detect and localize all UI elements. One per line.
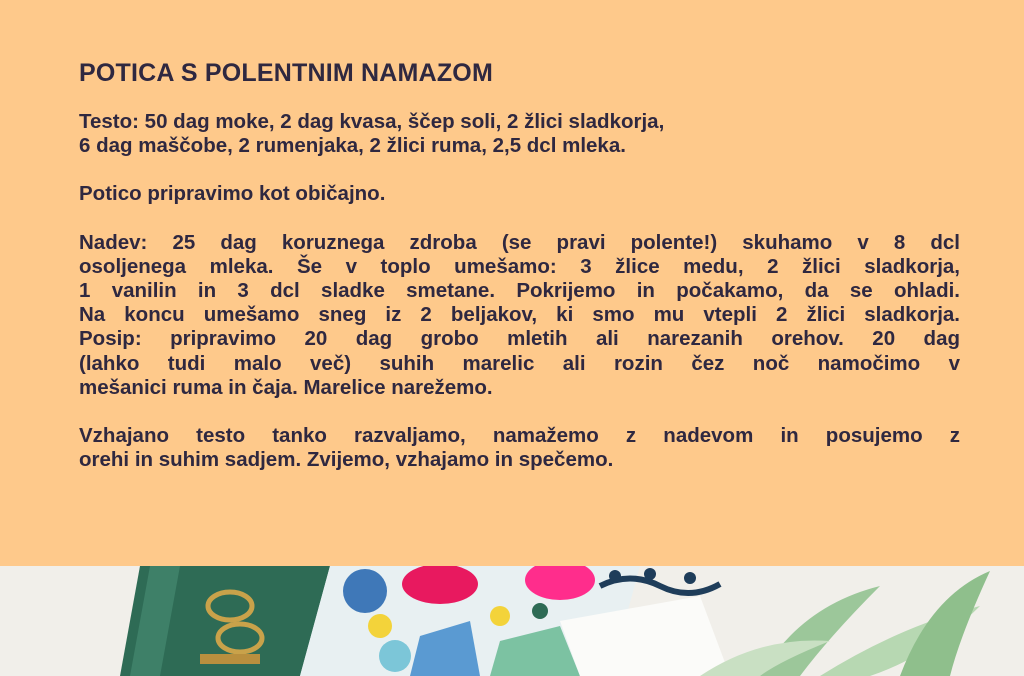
text-line: 1 vanilin in 3 dcl sladke smetane. Pokrijemo in počakamo, da se ohladi. [79,279,960,303]
text-line: 6 dag maščobe, 2 rumenjaka, 2 žlici ruma, 2,5 dcl mleka. [79,134,626,158]
text-line: Na koncu umešamo sneg iz 2 beljakov, ki smo mu vtepli 2 žlici sladkorja. [79,303,960,327]
preparation-paragraph [79,182,960,206]
decorative-photo-strip [0,566,1024,676]
recipe-title: POTICA S POLENTNIM NAMAZOM [79,59,493,87]
floral-notebook-image [0,566,1024,676]
text-line: (lahko tudi malo več) suhih marelic ali rozin čez noč namočimo v [79,351,960,375]
text-line: Vzhajano testo tanko razvaljamo, namažemo z nadevom in posujemo z [79,424,960,448]
text-line: Potico pripravimo kot običajno. [79,182,386,206]
text-line: Nadev: 25 dag koruznega zdroba (se pravi polente!) skuhamo v 8 dcl [79,230,960,254]
text-line: Posip: pripravimo 20 dag grobo mletih ali narezanih orehov. 20 dag [79,327,960,351]
text-line: mešanici ruma in čaja. Marelice narežemo. [79,375,493,399]
final-steps-paragraph [79,424,960,472]
dough-paragraph [79,110,960,158]
text-line: orehi in suhim sadjem. Zvijemo, vzhajamo in spečemo. [79,448,614,472]
text-line: osoljenega mleka. Še v toplo umešamo: 3 žlice medu, 2 žlici sladkorja, [79,254,960,278]
filling-paragraph [79,231,960,400]
text-line: Testo: 50 dag moke, 2 dag kvasa, ščep soli, 2 žlici sladkorja, [79,110,665,133]
